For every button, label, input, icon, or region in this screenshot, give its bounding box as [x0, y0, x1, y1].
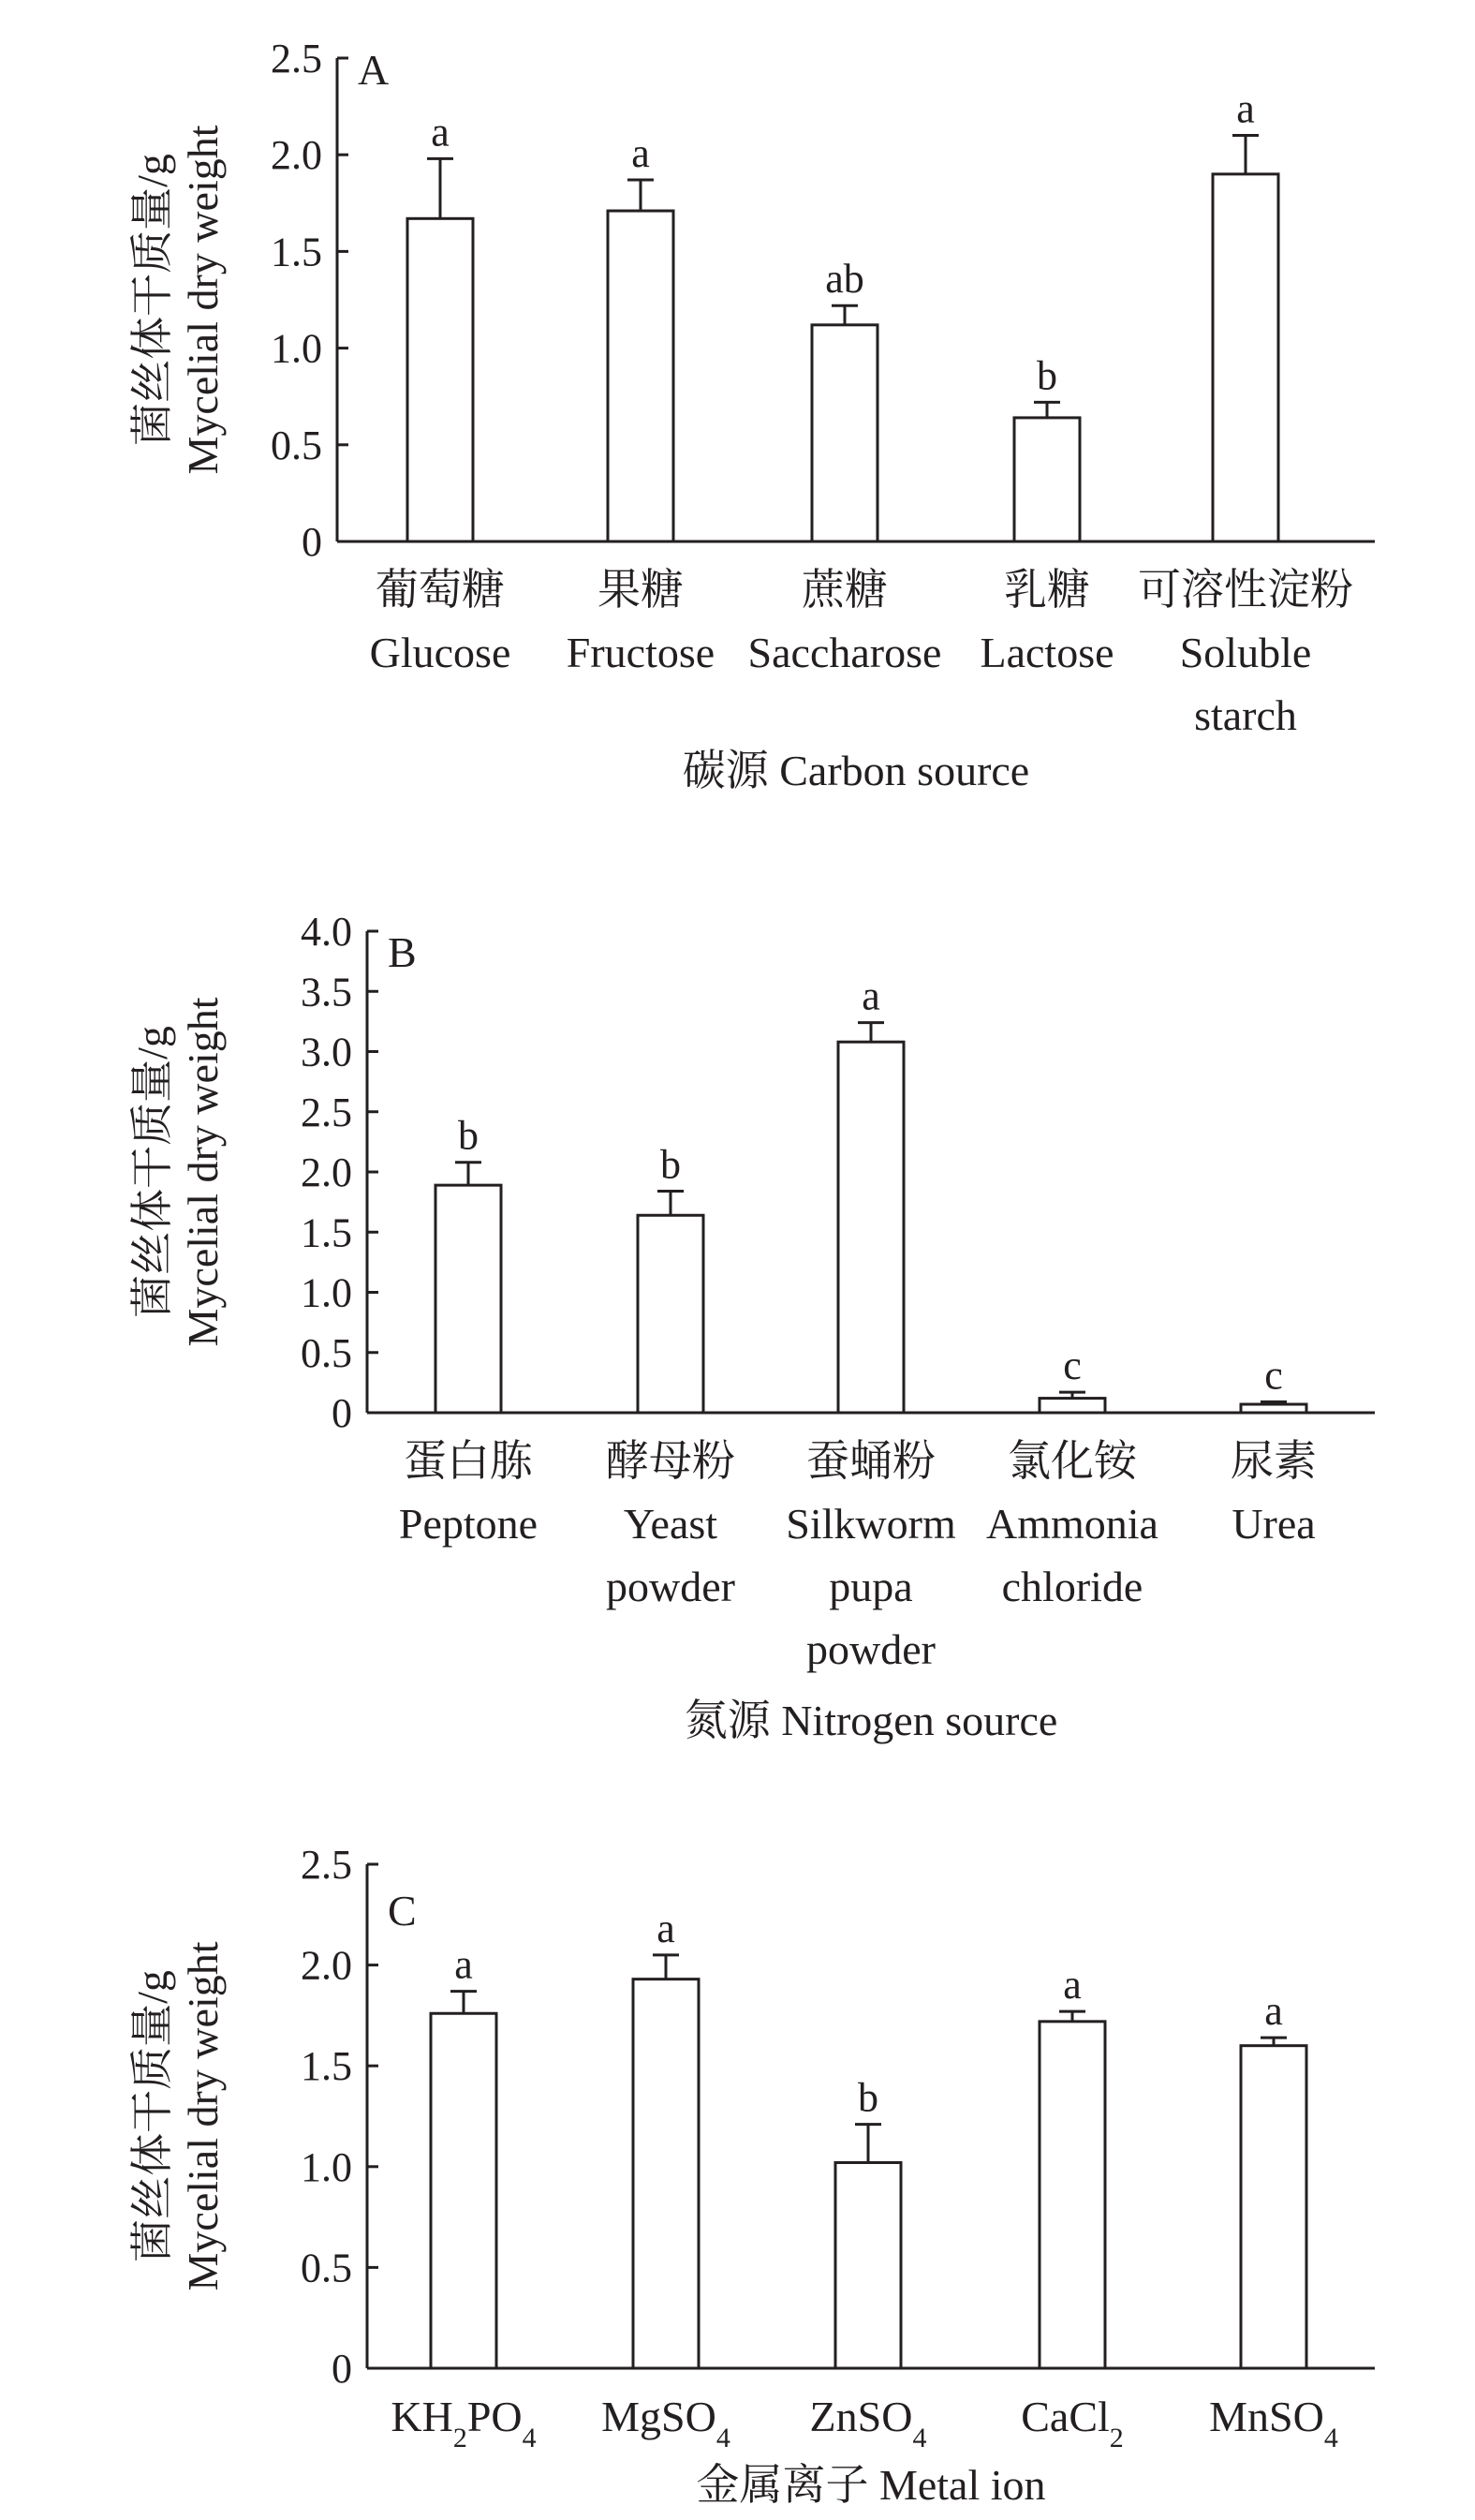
significance-label: c [1264, 1352, 1283, 1399]
significance-label: a [862, 972, 880, 1019]
significance-label: a [1063, 1962, 1082, 2009]
x-category-label: 氯化铵 Ammonia chloride [986, 1437, 1158, 1610]
x-category-label: MnSO$_4$ [1209, 2393, 1338, 2453]
y-axis-title-cn: 菌丝体干质量/g [128, 154, 176, 446]
bar [431, 2013, 496, 2368]
panel-letter: A [358, 46, 390, 94]
y-tick-label: 1.5 [271, 229, 322, 275]
x-category-label: 蔗糖 Saccharose [747, 566, 942, 676]
bar [1014, 418, 1080, 541]
y-tick-label: 3.5 [301, 969, 352, 1015]
x-category-label: 尿素 Urea [1231, 1437, 1317, 1548]
bar [838, 1042, 904, 1413]
chart-panel-b [128, 909, 1375, 1744]
significance-label: a [454, 1941, 473, 1988]
bar [835, 2162, 901, 2368]
significance-label: a [431, 109, 450, 156]
bar [638, 1215, 703, 1413]
bar [812, 325, 878, 541]
y-tick-label: 2.0 [301, 1149, 352, 1195]
significance-label: b [458, 1112, 479, 1159]
bar [1241, 1404, 1306, 1413]
y-tick-label: 1.5 [301, 1209, 352, 1256]
y-tick-label: 2.5 [301, 1842, 352, 1888]
significance-label: a [1264, 1988, 1283, 2035]
y-tick-label: 0 [332, 2346, 352, 2392]
x-category-label: CaCl$_2$ [1021, 2393, 1124, 2453]
y-tick-label: 2.0 [301, 1942, 352, 1989]
y-tick-label: 3.0 [301, 1029, 352, 1075]
x-axis-title: 金属离子 Metal ion [696, 2461, 1046, 2509]
significance-label: ab [825, 256, 864, 303]
x-category-label: 蚕蛹粉 Silkworm pupa powder [786, 1437, 956, 1673]
x-category-label: 可溶性淀粉 Soluble starch [1138, 566, 1353, 739]
x-axis-title: 氮源 Nitrogen source [684, 1697, 1058, 1744]
significance-label: a [656, 1905, 675, 1951]
y-tick-label: 0 [332, 1390, 352, 1436]
significance-label: c [1063, 1342, 1082, 1389]
y-tick-label: 2.0 [271, 132, 322, 179]
bar [1040, 1399, 1105, 1413]
y-axis-title-en: Mycelial dry weight [179, 125, 227, 475]
panel-letter: C [388, 1887, 417, 1934]
chart-panel-c [128, 1842, 1375, 2509]
significance-label: b [660, 1141, 681, 1188]
y-tick-label: 4.0 [301, 909, 352, 955]
x-category-label: 乳糖 Lactose [980, 566, 1114, 676]
x-category-label: 果糖 Fructose [566, 566, 715, 676]
y-axis-title-cn: 菌丝体干质量/g [128, 1970, 176, 2262]
y-tick-label: 1.5 [301, 2043, 352, 2090]
bar [1040, 2022, 1105, 2368]
y-axis-title-en: Mycelial dry weight [179, 997, 227, 1347]
panel-letter: B [388, 928, 417, 976]
y-tick-label: 0.5 [271, 422, 322, 468]
bar [435, 1185, 501, 1413]
y-axis-title-cn: 菌丝体干质量/g [128, 1026, 176, 1318]
y-tick-label: 0 [302, 519, 322, 565]
y-tick-label: 1.0 [271, 325, 322, 372]
bar [1213, 174, 1278, 541]
significance-label: b [1037, 352, 1057, 399]
y-tick-label: 1.0 [301, 2143, 352, 2190]
y-tick-label: 0.5 [301, 2245, 352, 2291]
bar [608, 211, 673, 541]
y-tick-label: 1.0 [301, 1269, 352, 1316]
x-category-label: 酵母粉 Yeast powder [606, 1437, 735, 1610]
y-axis-title-en: Mycelial dry weight [179, 1941, 227, 2291]
y-tick-label: 2.5 [301, 1089, 352, 1135]
significance-label: b [858, 2074, 878, 2121]
x-category-label: 蛋白胨 Peptone [398, 1437, 538, 1548]
significance-label: a [631, 130, 650, 177]
y-tick-label: 0.5 [301, 1329, 352, 1376]
x-category-label: ZnSO$_4$ [809, 2393, 927, 2453]
x-category-label: 葡萄糖 Glucose [369, 566, 511, 676]
bar [1241, 2046, 1306, 2368]
x-axis-title: 碳源 Carbon source [682, 747, 1030, 794]
chart-panel-a [128, 36, 1375, 794]
bar [407, 218, 473, 541]
bar [633, 1979, 699, 2368]
significance-label: a [1236, 85, 1255, 132]
x-category-label: $KH_2PO_4$ [391, 2393, 537, 2453]
x-category-label: MgSO$_4$ [601, 2393, 730, 2453]
y-tick-label: 2.5 [271, 36, 322, 82]
